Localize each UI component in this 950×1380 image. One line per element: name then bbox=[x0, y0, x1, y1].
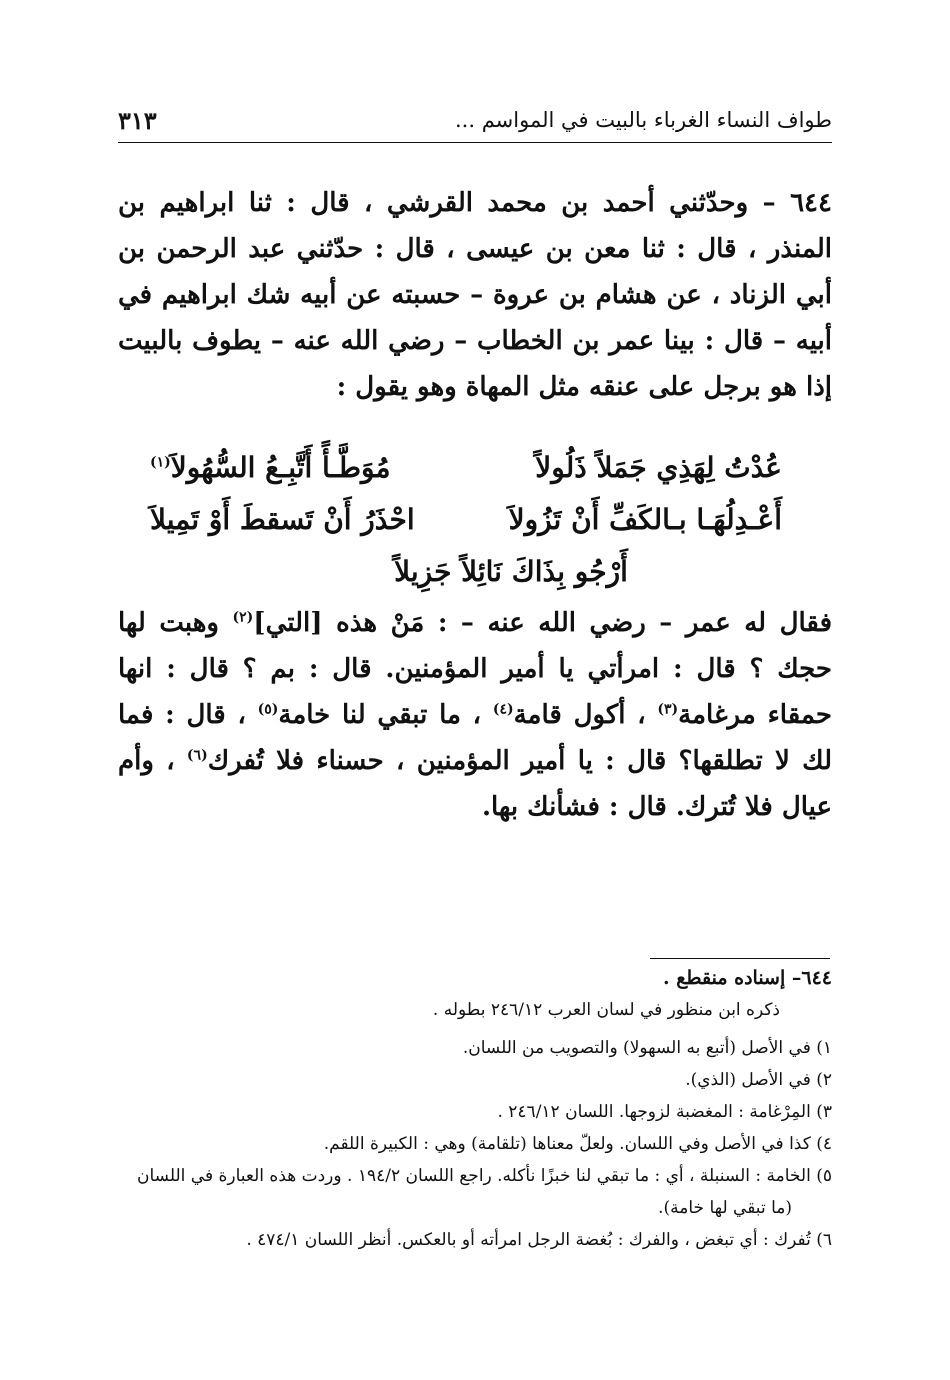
dialogue-text-6: ، وأم عيال فلا تُترك. قال : فشأنك بها. bbox=[118, 746, 832, 822]
page-number: ٣١٣ bbox=[118, 105, 157, 135]
verse-line-3: أَرْجُو بِذَاكَ نَائِلاً جَزِيلاً bbox=[394, 555, 628, 588]
footnote-item: ٥) الخامة : السنبلة ، أي : ما تبقي لنا خبزًا نأكله. راجع اللسان ١٩٤/٢ . وردت هذه العبارة في اللسان bbox=[137, 1166, 832, 1186]
footnote-item: ٢) في الأصل (الذي). bbox=[685, 1070, 832, 1090]
footnote-separator bbox=[650, 958, 830, 959]
footnote-head: ٦٤٤– إسناده منقطع . bbox=[663, 967, 832, 989]
dialogue-paragraph bbox=[118, 600, 832, 830]
hemistich-left: احْذَرُ أَنْ تَسقطَ أَوْ تَمِيلاَ bbox=[150, 503, 415, 536]
poem-verses bbox=[130, 442, 832, 598]
footnote-ref-5: (٥) bbox=[257, 701, 279, 718]
verse-line-2 bbox=[130, 494, 832, 546]
hemistich-right: عُدْتُ لِهَذِي جَمَلاً ذَلُولاً bbox=[535, 451, 782, 484]
footnote-ref-3: (٣) bbox=[657, 701, 679, 718]
narration-paragraph: ٦٤٤ – وحدّثني أحمد بن محمد القرشي ، قال : ثنا ابراهيم بن المنذر ، قال : ثنا معن بن عيسى ، قال : حدّثني عبد الرحمن بن أبي الزناد ، عن هشام بن عروة – حسبته عن أبيه شك ابراهيم في أبيه – قال : بينا عمر بن الخطاب – رضي الله عنه – يطوف بالبيت إذا هو برجل على عنقه مثل المهاة وهو يقول : bbox=[118, 188, 832, 402]
dialogue-text-2: وهبت لها حجك ؟ قال : امرأتي يا أمير المؤمنين. قال : بم ؟ قال : انها حمقاء مرغامة bbox=[118, 608, 832, 730]
running-title: طواف النساء الغرباء بالبيت في المواسم ... bbox=[455, 108, 832, 132]
footnote-ref-1: (١) bbox=[150, 454, 171, 471]
hemistich-left bbox=[150, 442, 391, 494]
verse-line-1 bbox=[130, 442, 832, 494]
hemistich-right: أَعْـدِلُهَـا بـالكَفِّ أَنْ تَزُولاَ bbox=[508, 503, 782, 536]
dialogue-text-5: ، قال : فما لك لا تطلقها؟ قال : يا أمير المؤمنين ، حسناء فلا تُفرك bbox=[118, 700, 832, 776]
footnote-item: ٣) المِرْغامة : المغضبة لزوجها. اللسان ٢٤٦/١٢ . bbox=[497, 1102, 832, 1122]
dialogue-text-4: ، ما تبقي لنا خامة bbox=[278, 700, 493, 730]
footnote-item: ٦) تُفرك : أي تبغض ، والفرك : بُغضة الرجل امرأته أو بالعكس. أنظر اللسان ٤٧٤/١ . bbox=[246, 1230, 832, 1250]
footnote-item: ٤) كذا في الأصل وفي اللسان. ولعلّ معناها (تلقامة) وهي : الكبيرة اللقم. bbox=[323, 1134, 832, 1154]
footnote-item-continuation: (ما تبقي لها خامة). bbox=[658, 1198, 792, 1218]
dialogue-text-1: فقال له عمر – رضي الله عنه – : مَنْ هذه [التي] bbox=[253, 608, 832, 638]
page-header bbox=[118, 98, 832, 143]
hemistich-left-text: مُوَطَّـأً أَتَّبِـعُ السُّهُولاَ bbox=[170, 451, 391, 484]
footnote-ref-6: (٦) bbox=[186, 747, 208, 764]
footnote-ref-4: (٤) bbox=[492, 701, 514, 718]
dialogue-text-3: ، أكول قامة bbox=[513, 700, 658, 730]
footnote-source: ذكره ابن منظور في لسان العرب ٢٤٦/١٢ بطوله . bbox=[432, 1000, 780, 1020]
footnote-ref-2: (٢) bbox=[232, 609, 254, 626]
footnotes bbox=[118, 962, 832, 1256]
footnote-item: ١) في الأصل (أتبع به السهولا) والتصويب من اللسان. bbox=[462, 1038, 832, 1058]
